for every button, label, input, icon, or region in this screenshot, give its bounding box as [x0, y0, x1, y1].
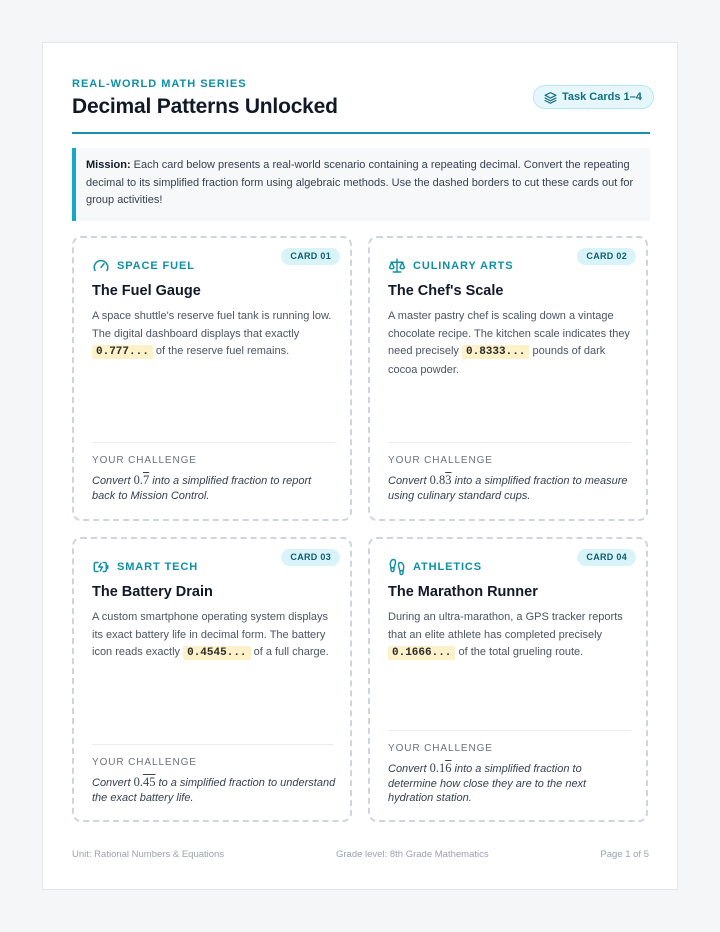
challenge-divider	[388, 730, 630, 731]
footer-page-number: Page 1 of 5	[600, 849, 649, 860]
challenge-prefix: Convert	[92, 777, 134, 789]
task-cards-pill	[533, 85, 654, 109]
scenario-text: A custom smartphone operating system displays its exact battery life in decimal form. The battery icon reads exactly	[92, 611, 329, 658]
repeating-decimal-notation	[134, 775, 156, 789]
challenge-suffix: into a simplified fraction to report back to Mission Control.	[92, 475, 312, 502]
decimal-highlight: 0.4545...	[183, 646, 250, 660]
task-card-1	[72, 236, 352, 521]
challenge-divider	[92, 442, 334, 443]
challenge-label: YOUR CHALLENGE	[388, 455, 493, 466]
decimal-highlight: 0.777...	[92, 345, 153, 359]
card-title: The Fuel Gauge	[92, 283, 201, 299]
challenge-prefix: Convert	[92, 475, 134, 487]
challenge-suffix: into a simplified fraction to measure using culinary standard cups.	[388, 475, 628, 502]
math-repeating-digits: 45	[142, 775, 156, 789]
challenge-prefix: Convert	[388, 763, 430, 775]
challenge-text	[92, 473, 336, 503]
scenario-text: of a full charge.	[250, 646, 329, 658]
math-repeating-digits: 3	[445, 473, 452, 487]
card-scenario	[92, 609, 338, 663]
scale-icon	[388, 257, 406, 275]
footer-grade: Grade level: 8th Grade Mathematics	[336, 849, 489, 860]
card-category-label: SPACE FUEL	[117, 260, 195, 272]
challenge-text	[92, 775, 336, 805]
math-nonrepeating: 0.	[133, 775, 143, 789]
card-category	[92, 257, 195, 275]
challenge-suffix: into a simplified fraction to determine how close they are to the next hydration station.	[388, 763, 587, 804]
challenge-text	[388, 761, 632, 806]
card-badge: CARD 03	[281, 549, 340, 566]
challenge-label: YOUR CHALLENGE	[388, 743, 493, 754]
card-category	[388, 257, 514, 275]
scenario-text: A space shuttle's reserve fuel tank is running low. The digital dashboard displays that exactly	[92, 310, 332, 340]
card-category-label: ATHLETICS	[413, 561, 483, 573]
card-category-label: SMART TECH	[117, 561, 199, 573]
scenario-text: of the reserve fuel remains.	[152, 345, 290, 357]
challenge-prefix: Convert	[388, 475, 430, 487]
footer-unit: Unit: Rational Numbers & Equations	[72, 849, 225, 860]
card-category	[388, 558, 482, 576]
challenge-label: YOUR CHALLENGE	[92, 455, 197, 466]
task-card-2	[368, 236, 648, 521]
worksheet-page	[42, 42, 678, 890]
math-nonrepeating: 0.1	[429, 761, 446, 775]
math-repeating-digits: 6	[445, 761, 452, 775]
decimal-highlight: 0.8333...	[462, 345, 529, 359]
scenario-text: A master pastry chef is scaling down a vintage chocolate recipe. The kitchen scale indicates they need precisely	[388, 310, 630, 357]
challenge-text	[388, 473, 632, 503]
card-scenario	[388, 308, 634, 379]
repeating-decimal-notation	[430, 761, 452, 775]
task-cards-label: Task Cards 1–4	[562, 91, 642, 103]
page-title: Decimal Patterns Unlocked	[72, 95, 338, 118]
card-category	[92, 558, 198, 576]
card-title: The Battery Drain	[92, 584, 213, 600]
card-scenario	[92, 308, 338, 362]
math-nonrepeating: 0.8	[429, 473, 446, 487]
challenge-suffix: to a simplified fraction to understand the exact battery life.	[92, 777, 336, 804]
scenario-text: During an ultra-marathon, a GPS tracker reports that an elite athlete has completed precisely	[388, 611, 623, 641]
scenario-text: of the total grueling route.	[455, 646, 584, 658]
card-badge: CARD 02	[577, 248, 636, 265]
task-card-4	[368, 537, 648, 822]
card-title: The Marathon Runner	[388, 584, 538, 600]
math-repeating-digits: 7	[142, 473, 150, 487]
mission-box	[72, 148, 650, 221]
header-rule	[72, 132, 650, 134]
challenge-divider	[92, 744, 334, 745]
card-scenario	[388, 609, 634, 663]
mission-label: Mission:	[86, 159, 131, 171]
challenge-label: YOUR CHALLENGE	[92, 757, 197, 768]
repeating-decimal-notation	[430, 473, 452, 487]
card-badge: CARD 01	[281, 248, 340, 265]
footprints-icon	[388, 558, 406, 576]
card-badge: CARD 04	[577, 549, 636, 566]
battery-charging-icon	[92, 558, 110, 576]
card-title: The Chef's Scale	[388, 283, 504, 299]
layers-icon	[544, 91, 557, 104]
card-category-label: CULINARY ARTS	[413, 260, 514, 272]
gauge-icon	[92, 257, 110, 275]
challenge-divider	[388, 442, 630, 443]
repeating-decimal-notation	[134, 473, 150, 487]
mission-text: Each card below presents a real-world scenario containing a repeating decimal. Convert the repeating decimal to its simplified fraction form using algebraic methods. Use the dashed borders to cut these cards out for group activities!	[86, 159, 634, 206]
series-label: REAL-WORLD MATH SERIES	[72, 78, 247, 90]
scenario-text: pounds of dark cocoa powder.	[388, 345, 606, 376]
task-card-3	[72, 537, 352, 822]
math-nonrepeating: 0.	[133, 473, 143, 487]
decimal-highlight: 0.1666...	[388, 646, 455, 660]
